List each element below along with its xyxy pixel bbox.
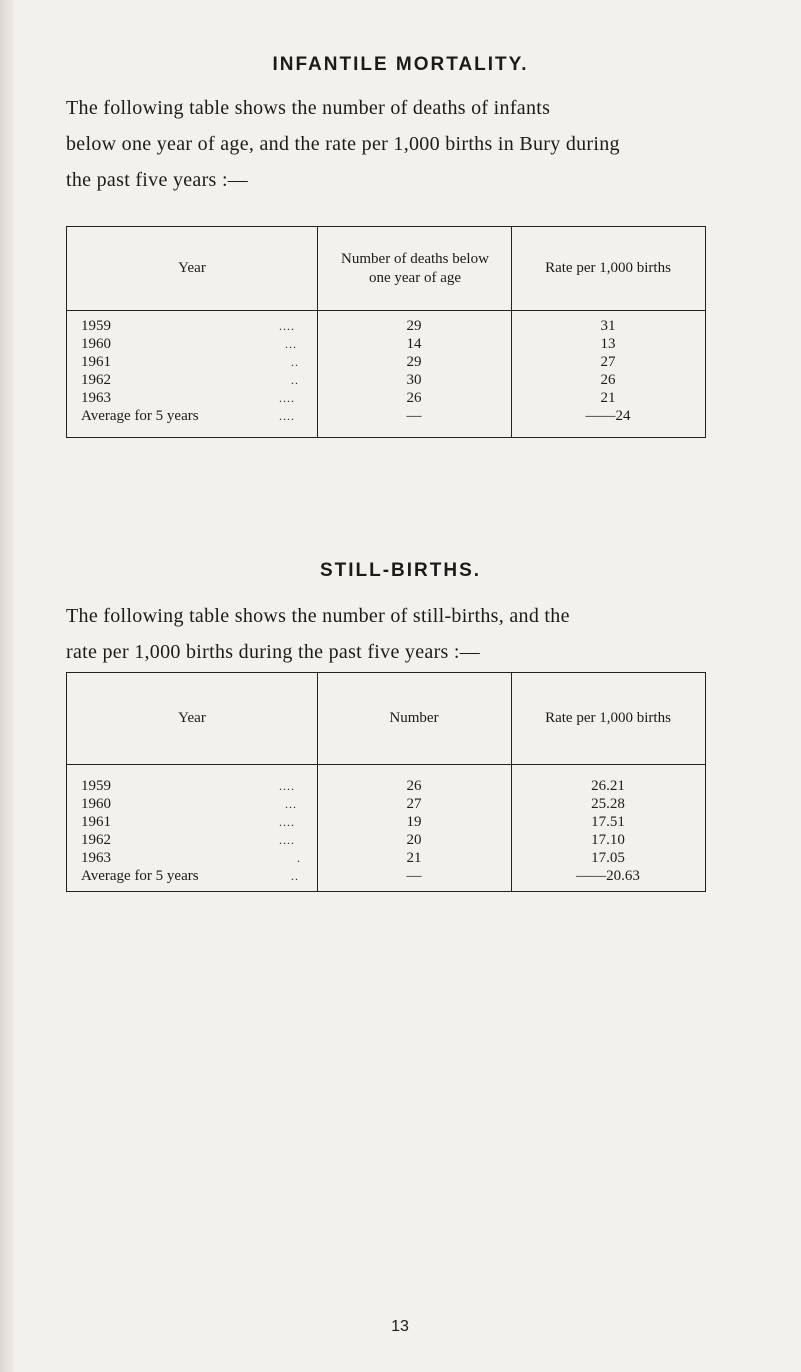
year-cell: 1960 bbox=[81, 796, 111, 812]
year-cell: 1959 bbox=[81, 318, 111, 334]
deaths-cell: 30 bbox=[406, 372, 422, 388]
year-cell: 1961 bbox=[81, 354, 111, 370]
rate-cell: 21 bbox=[600, 390, 616, 406]
year-cell: Average for 5 years bbox=[81, 408, 199, 424]
rate-cell: 25.28 bbox=[591, 796, 625, 812]
year-cell: 1962 bbox=[81, 372, 111, 388]
number-cell: — bbox=[406, 868, 422, 884]
table-row bbox=[67, 777, 705, 795]
deaths-cell: 29 bbox=[406, 318, 422, 334]
page-edge-shadow bbox=[0, 0, 14, 1372]
deaths-cell: 26 bbox=[406, 390, 422, 406]
leader-dots: ... bbox=[285, 797, 297, 811]
table-row bbox=[67, 813, 705, 831]
page-number: 13 bbox=[391, 1318, 409, 1335]
table-row bbox=[67, 795, 705, 813]
intro-line: the past five years :— bbox=[66, 169, 249, 191]
still-births-table bbox=[66, 672, 706, 892]
header-year: Year bbox=[178, 260, 206, 276]
leader-dots: .... bbox=[279, 391, 295, 405]
header-divider bbox=[67, 310, 705, 311]
table-row bbox=[67, 335, 705, 353]
table-row bbox=[67, 371, 705, 389]
leader-dots: .. bbox=[291, 373, 299, 387]
still-births-table-body bbox=[67, 777, 705, 885]
intro-line: rate per 1,000 births during the past five years :— bbox=[66, 641, 481, 663]
header-rate: Rate per 1,000 births bbox=[545, 710, 671, 726]
rate-cell: 31 bbox=[600, 318, 616, 334]
still-births-intro bbox=[66, 598, 706, 670]
rate-cell: 26 bbox=[600, 372, 616, 388]
infant-mortality-table bbox=[66, 226, 706, 438]
rate-cell: 17.10 bbox=[591, 832, 625, 848]
leader-dots: .... bbox=[279, 833, 295, 847]
deaths-cell: 29 bbox=[406, 354, 422, 370]
rate-cell: 13 bbox=[600, 336, 616, 352]
leader-dots: .... bbox=[279, 409, 295, 423]
intro-line: The following table shows the number of deaths of infants bbox=[66, 97, 551, 119]
header-deaths: Number of deaths below one year of age bbox=[341, 250, 489, 286]
year-cell: 1961 bbox=[81, 814, 111, 830]
deaths-cell: — bbox=[406, 408, 422, 424]
year-cell: 1962 bbox=[81, 832, 111, 848]
table-row bbox=[67, 849, 705, 867]
leader-dots: .. bbox=[291, 355, 299, 369]
table-row-average bbox=[67, 407, 705, 425]
still-births-heading: STILL-BIRTHS. bbox=[319, 560, 482, 581]
number-cell: 20 bbox=[406, 832, 422, 848]
infant-mortality-intro bbox=[66, 90, 706, 198]
year-cell: 1963 bbox=[81, 390, 111, 406]
year-cell: 1959 bbox=[81, 778, 111, 794]
leader-dots: .... bbox=[279, 779, 295, 793]
number-cell: 26 bbox=[406, 778, 422, 794]
leader-dots: ... bbox=[285, 337, 297, 351]
table-row bbox=[67, 389, 705, 407]
year-cell: 1960 bbox=[81, 336, 111, 352]
year-cell: 1963 bbox=[81, 850, 111, 866]
number-cell: 21 bbox=[406, 850, 422, 866]
leader-dots: .. bbox=[291, 869, 299, 883]
rate-cell: 17.05 bbox=[591, 850, 625, 866]
table-row bbox=[67, 317, 705, 335]
leader-dots: .... bbox=[279, 319, 295, 333]
table-row bbox=[67, 831, 705, 849]
rate-cell: ——24 bbox=[585, 408, 631, 424]
header-rate: Rate per 1,000 births bbox=[545, 260, 671, 276]
infant-table-body bbox=[67, 317, 705, 425]
intro-line: The following table shows the number of still-births, and the bbox=[66, 605, 570, 627]
header-number: Number bbox=[389, 710, 439, 726]
number-cell: 27 bbox=[406, 796, 422, 812]
header-year: Year bbox=[178, 710, 206, 726]
deaths-cell: 14 bbox=[406, 336, 422, 352]
table-row-average bbox=[67, 867, 705, 885]
leader-dots: .... bbox=[279, 815, 295, 829]
intro-line: below one year of age, and the rate per 1,000 births in Bury during bbox=[66, 133, 620, 155]
rate-cell: 17.51 bbox=[591, 814, 625, 830]
rate-cell: 27 bbox=[600, 354, 616, 370]
infant-mortality-heading: INFANTILE MORTALITY. bbox=[272, 54, 529, 75]
rate-cell: ——20.63 bbox=[576, 868, 640, 884]
leader-dots: . bbox=[297, 851, 301, 865]
year-cell: Average for 5 years bbox=[81, 868, 199, 884]
rate-cell: 26.21 bbox=[591, 778, 625, 794]
header-divider bbox=[67, 764, 705, 765]
table-row bbox=[67, 353, 705, 371]
number-cell: 19 bbox=[406, 814, 422, 830]
